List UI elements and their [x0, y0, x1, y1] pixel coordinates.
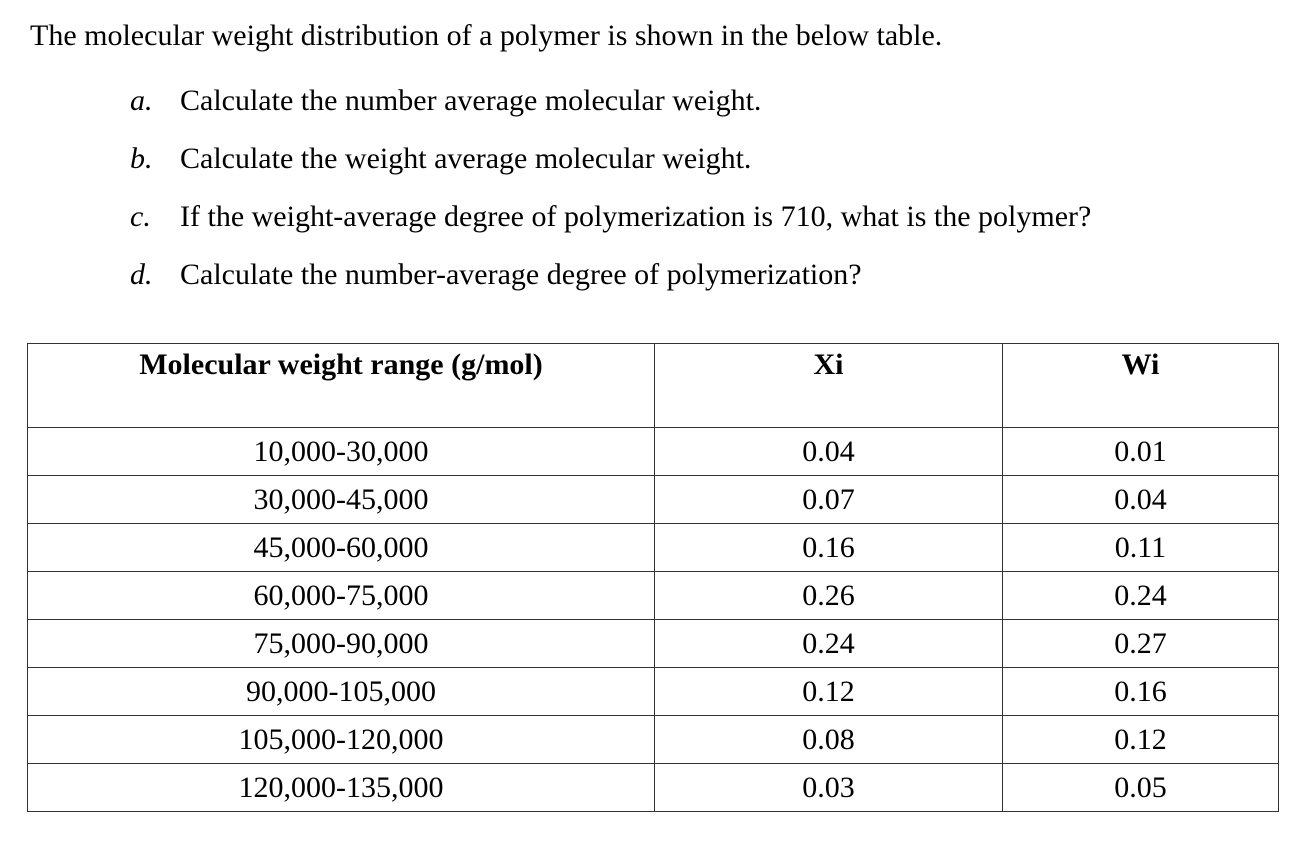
table-row	[28, 476, 1279, 524]
cell-xi: 0.16	[655, 524, 1003, 572]
table-row	[28, 572, 1279, 620]
cell-range: 45,000-60,000	[28, 524, 655, 572]
cell-range: 90,000-105,000	[28, 668, 655, 716]
table-row	[28, 716, 1279, 764]
question-text: Calculate the number-average degree of polymerization?	[180, 258, 862, 291]
question-item	[130, 246, 1091, 304]
question-text: If the weight-average degree of polymerization is 710, what is the polymer?	[180, 200, 1092, 233]
cell-range: 75,000-90,000	[28, 620, 655, 668]
cell-range: 30,000-45,000	[28, 476, 655, 524]
cell-wi: 0.01	[1003, 428, 1279, 476]
header-xi: Xi	[655, 344, 1003, 428]
table-row	[28, 764, 1279, 812]
question-item	[130, 72, 1091, 130]
cell-range: 105,000-120,000	[28, 716, 655, 764]
question-item	[130, 188, 1091, 246]
question-letter: a.	[130, 84, 153, 117]
cell-range: 120,000-135,000	[28, 764, 655, 812]
cell-wi: 0.16	[1003, 668, 1279, 716]
cell-wi: 0.12	[1003, 716, 1279, 764]
problem-intro: The molecular weight distribution of a polymer is shown in the below table.	[30, 19, 943, 52]
cell-xi: 0.24	[655, 620, 1003, 668]
cell-xi: 0.07	[655, 476, 1003, 524]
question-letter: d.	[130, 258, 153, 291]
question-list	[130, 72, 1091, 304]
molecular-weight-table	[27, 343, 1279, 812]
cell-wi: 0.11	[1003, 524, 1279, 572]
cell-wi: 0.24	[1003, 572, 1279, 620]
cell-xi: 0.12	[655, 668, 1003, 716]
table-row	[28, 428, 1279, 476]
table-row	[28, 668, 1279, 716]
question-letter: c.	[130, 200, 151, 233]
question-letter: b.	[130, 142, 153, 175]
question-text: Calculate the weight average molecular weight.	[180, 142, 752, 175]
cell-xi: 0.03	[655, 764, 1003, 812]
question-text: Calculate the number average molecular weight.	[180, 84, 762, 117]
table-row	[28, 620, 1279, 668]
header-molecular-weight-range: Molecular weight range (g/mol)	[28, 344, 655, 428]
cell-xi: 0.04	[655, 428, 1003, 476]
cell-wi: 0.27	[1003, 620, 1279, 668]
cell-wi: 0.04	[1003, 476, 1279, 524]
table-header-row	[28, 344, 1279, 428]
cell-range: 10,000-30,000	[28, 428, 655, 476]
cell-range: 60,000-75,000	[28, 572, 655, 620]
cell-xi: 0.26	[655, 572, 1003, 620]
question-item	[130, 130, 1091, 188]
header-wi: Wi	[1003, 344, 1279, 428]
cell-xi: 0.08	[655, 716, 1003, 764]
table-row	[28, 524, 1279, 572]
cell-wi: 0.05	[1003, 764, 1279, 812]
